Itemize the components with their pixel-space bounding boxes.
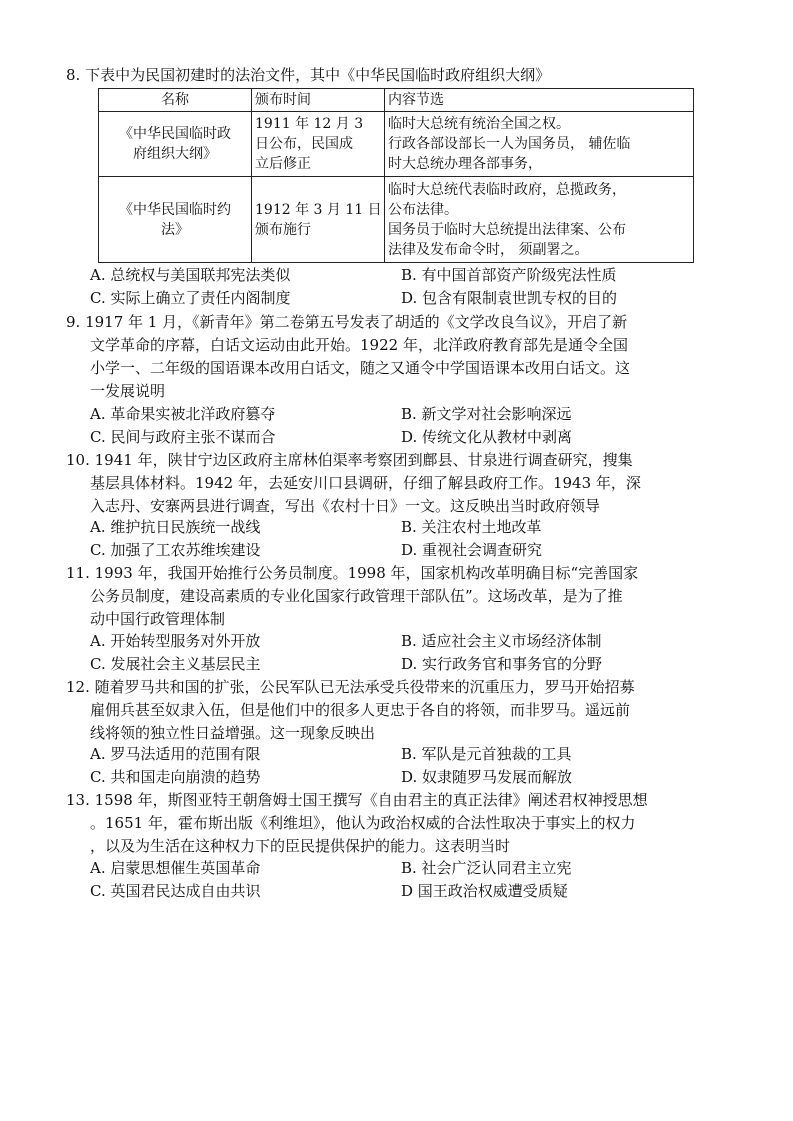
table-cell-time xyxy=(252,112,385,177)
cell-line: 行政各部设部长一人为国务员， 辅佐临 xyxy=(388,136,631,152)
cell-line: 《中华民国临时政 xyxy=(119,126,231,142)
q10-option-a[interactable]: A. 维护抗日民族统一战线 xyxy=(90,518,261,536)
table-cell-name xyxy=(99,177,252,263)
q13-option-c[interactable]: C. 英国君民达成自由共识 xyxy=(90,882,261,900)
q8-option-b[interactable]: B. 有中国首部资产阶级宪法性质 xyxy=(401,266,617,284)
cell-line: 临时大总统代表临时政府，总揽政务， xyxy=(388,181,626,198)
q9-line: 9. 1917 年 1 月，《新青年》第二卷第五号发表了胡适的《文学改良刍议》，开启了新 xyxy=(66,313,628,331)
q9-option-b[interactable]: B. 新文学对社会影响深远 xyxy=(401,405,572,423)
q11-option-b[interactable]: B. 适应社会主义市场经济体制 xyxy=(401,632,602,650)
table-cell-name xyxy=(99,112,252,177)
cell-line: 临时大总统有统治全国之权。 xyxy=(388,116,570,132)
header-name: 名称 xyxy=(99,89,252,112)
table-cell-content xyxy=(385,112,694,177)
q9-line: 文学革命的序幕，白话文运动由此开始。1922 年，北洋政府教育部先是通令全国 xyxy=(90,336,628,354)
cell-line: 法律及发布命令时， 须副署之。 xyxy=(388,241,589,258)
q12-line: 雇佣兵甚至奴隶入伍，但是他们中的很多人更忠于各自的将领，而非罗马。遥远前 xyxy=(90,701,631,719)
header-time: 颁布时间 xyxy=(252,89,385,112)
q9-option-d[interactable]: D. 传统文化从教材中剥离 xyxy=(401,428,573,446)
cell-line: 颁布施行 xyxy=(255,221,311,238)
header-content: 内容节选 xyxy=(385,89,694,112)
q9-line: 一发展说明 xyxy=(90,382,166,400)
cell-line: 法》 xyxy=(161,221,189,238)
q8-option-a[interactable]: A. 总统权与美国联邦宪法类似 xyxy=(90,266,291,284)
q9-line: 小学一、二年级的国语课本改用白话文，随之又通令中学国语课本改用白话文。这 xyxy=(90,359,631,377)
q12-option-a[interactable]: A. 罗马法适用的范围有限 xyxy=(90,745,261,763)
q12-line: 12. 随着罗马共和国的扩张，公民军队已无法承受兵役带来的沉重压力，罗马开始招募 xyxy=(66,678,635,696)
q12-option-d[interactable]: D. 奴隶随罗马发展而解放 xyxy=(401,768,573,786)
q13-line: 。1651 年，霍布斯出版《利维坦》，他认为政治权威的合法性取决于事实上的权力 xyxy=(90,814,636,832)
table-cell-time xyxy=(252,177,385,263)
cell-line: 国务员于临时大总统提出法律案、公布 xyxy=(388,221,626,238)
q10-line: 10. 1941 年，陕甘宁边区政府主席林伯渠率考察团到鄜县、甘泉进行调查研究，搜集 xyxy=(66,451,633,469)
q8-option-d[interactable]: D. 包含有限制袁世凯专权的目的 xyxy=(401,289,618,307)
q10-option-b[interactable]: B. 关注农村土地改革 xyxy=(401,518,542,536)
q11-line: 动中国行政管理体制 xyxy=(90,610,226,628)
q12-option-b[interactable]: B. 军队是元首独裁的工具 xyxy=(401,745,572,763)
cell-line: 时大总统办理各部事务， xyxy=(388,156,542,172)
q11-option-c[interactable]: C. 发展社会主义基层民主 xyxy=(90,655,261,673)
q13-option-d[interactable]: D 国王政治权威遭受质疑 xyxy=(401,882,568,900)
q10-line: 入志丹、安寨两县进行调查，写出《农村十日》一文。这反映出当时政府领导 xyxy=(90,497,601,515)
table-row xyxy=(99,112,694,177)
table-row xyxy=(99,177,694,263)
table-cell-content xyxy=(385,177,694,263)
cell-line: 公布法律。 xyxy=(388,201,458,218)
q11-line: 公务员制度，建设高素质的专业化国家行政管理干部队伍”。这场改革，是为了推 xyxy=(90,587,623,605)
q9-option-c[interactable]: C. 民间与政府主张不谋而合 xyxy=(90,428,276,446)
q8-option-c[interactable]: C. 实际上确立了责任内阁制度 xyxy=(90,289,291,307)
q13-option-a[interactable]: A. 启蒙思想催生英国革命 xyxy=(90,859,261,877)
q11-option-a[interactable]: A. 开始转型服务对外开放 xyxy=(90,632,261,650)
q12-line: 线将领的独立性日益增强。这一现象反映出 xyxy=(90,724,376,742)
q11-line: 11. 1993 年，我国开始推行公务员制度。1998 年，国家机构改革明确目标“完善国家 xyxy=(66,564,639,582)
q8-law-table xyxy=(98,88,694,263)
q12-option-c[interactable]: C. 共和国走向崩溃的趋势 xyxy=(90,768,261,786)
q13-option-b[interactable]: B. 社会广泛认同君主立宪 xyxy=(401,859,572,877)
q13-line: 13. 1598 年，斯图亚特王朝詹姆士国王撰写《自由君主的真正法律》阐述君权神授思想 xyxy=(66,791,648,809)
cell-line: 1911 年 12 月 3 xyxy=(255,116,364,132)
q11-option-d[interactable]: D. 实行政务官和事务官的分野 xyxy=(401,655,603,673)
q10-option-c[interactable]: C. 加强了工农苏维埃建设 xyxy=(90,541,261,559)
cell-line: 立后修正 xyxy=(255,156,311,172)
q13-line: ，以及为生活在这种权力下的臣民提供保护的能力。这表明当时 xyxy=(90,837,511,855)
cell-line: 1912 年 3 月 11 日 xyxy=(255,201,382,218)
q9-option-a[interactable]: A. 革命果实被北洋政府篡夺 xyxy=(90,405,276,423)
cell-line: 日公布，民国成 xyxy=(255,136,353,152)
cell-line: 府组织大纲》 xyxy=(133,146,217,162)
q10-option-d[interactable]: D. 重视社会调查研究 xyxy=(401,541,543,559)
table-header-row xyxy=(99,89,694,112)
q10-line: 基层具体材料。1942 年，去延安川口县调研，仔细了解县政府工作。1943 年，深 xyxy=(90,474,641,492)
cell-line: 《中华民国临时约 xyxy=(119,201,231,218)
q8-stem: 8. 下表中为民国初建时的法治文件，其中《中华民国临时政府组织大纲》 xyxy=(66,66,551,84)
